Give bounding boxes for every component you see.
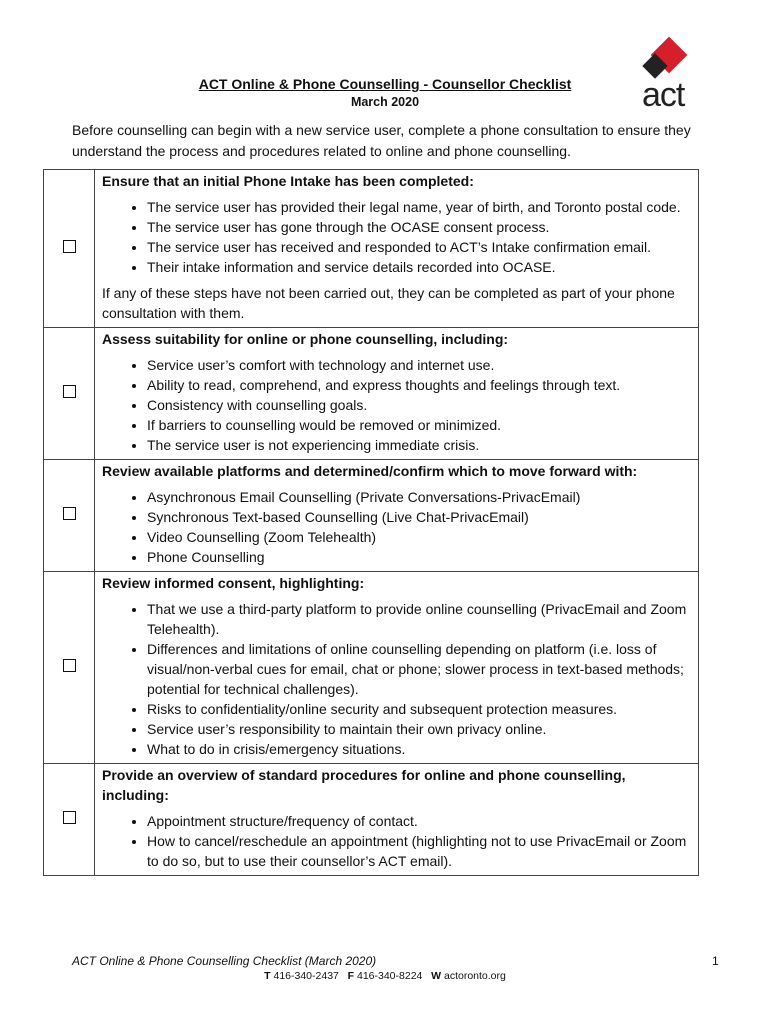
list-item: • Phone Counselling	[147, 547, 692, 567]
checklist-row	[44, 572, 699, 764]
list-item: • If barriers to counselling would be removed or minimized.	[147, 415, 692, 435]
logo-wordmark: act	[642, 76, 685, 114]
checklist-row	[44, 764, 699, 876]
list-item: • The service user has gone through the OCASE consent process.	[147, 217, 692, 237]
checklist-row	[44, 328, 699, 460]
footer-contact	[0, 970, 770, 982]
checkbox[interactable]	[63, 659, 76, 672]
checklist-row	[44, 170, 699, 328]
checkbox[interactable]	[63, 385, 76, 398]
section-heading: Provide an overview of standard procedures for online and phone counselling, including:	[102, 767, 626, 803]
list-item: • That we use a third-party platform to provide online counselling (PrivacEmail and Zoom Telehealth).	[147, 599, 692, 639]
bullet-list	[102, 355, 692, 455]
list-item: • Ability to read, comprehend, and express thoughts and feelings through text.	[147, 375, 692, 395]
phone-number: 416-340-2437	[273, 970, 339, 982]
bullet-list	[102, 487, 692, 567]
website-link[interactable]: actoronto.org	[443, 970, 506, 982]
bullet-list	[102, 599, 692, 759]
checkbox[interactable]	[63, 507, 76, 520]
checklist-content	[95, 328, 699, 460]
fax-number: 416-340-8224	[356, 970, 423, 982]
section-note: If any of these steps have not been carried out, they can be completed as part of your phone consultation with them.	[102, 285, 675, 321]
checkbox-cell	[44, 572, 95, 764]
bullet-list	[102, 197, 692, 277]
list-item: • Asynchronous Email Counselling (Private Conversations-PrivacEmail)	[147, 487, 692, 507]
checklist-content	[95, 460, 699, 572]
document-title: ACT Online & Phone Counselling - Counsellor Checklist	[198, 76, 572, 92]
list-item: • Differences and limitations of online counselling depending on platform (i.e. loss of visual/non-verbal cues for email, chat or phone; slower process in text-based methods; potential for technical challenges).	[147, 639, 692, 699]
list-item: • Synchronous Text-based Counselling (Live Chat-PrivacEmail)	[147, 507, 692, 527]
checkbox-cell	[44, 764, 95, 876]
list-item: • What to do in crisis/emergency situations.	[147, 739, 692, 759]
page-number: 1	[712, 954, 719, 968]
list-item: • Appointment structure/frequency of contact.	[147, 811, 692, 831]
list-item: • Their intake information and service details recorded into OCASE.	[147, 257, 692, 277]
intro-paragraph: Before counselling can begin with a new service user, complete a phone consultation to ensure they understand the process and procedures related to online and phone counselling.	[72, 122, 691, 159]
checklist-content	[95, 170, 699, 328]
fax-label: F	[347, 970, 355, 982]
list-item: • Service user’s responsibility to maintain their own privacy online.	[147, 719, 692, 739]
document-date: March 2020	[350, 95, 420, 109]
checkbox-cell	[44, 328, 95, 460]
list-item: • Risks to confidentiality/online security and subsequent protection measures.	[147, 699, 692, 719]
list-item: • Service user’s comfort with technology and internet use.	[147, 355, 692, 375]
bullet-list	[102, 811, 692, 871]
checklist-row	[44, 460, 699, 572]
list-item: • Video Counselling (Zoom Telehealth)	[147, 527, 692, 547]
footer-document-name: ACT Online & Phone Counselling Checklist (March 2020)	[72, 954, 377, 968]
checkbox-cell	[44, 170, 95, 328]
section-heading: Review informed consent, highlighting:	[102, 575, 365, 591]
checklist-table	[43, 169, 699, 876]
list-item: • How to cancel/reschedule an appointment (highlighting not to use PrivacEmail or Zoom to do so, but to use their counsellor’s ACT email).	[147, 831, 692, 871]
checklist-content	[95, 572, 699, 764]
list-item: • The service user has received and responded to ACT’s Intake confirmation email.	[147, 237, 692, 257]
checkbox-cell	[44, 460, 95, 572]
phone-label: T	[264, 970, 271, 982]
checkbox[interactable]	[63, 811, 76, 824]
list-item: • The service user is not experiencing immediate crisis.	[147, 435, 692, 455]
section-heading: Assess suitability for online or phone counselling, including:	[102, 331, 509, 347]
checkbox[interactable]	[63, 240, 76, 253]
section-heading: Ensure that an initial Phone Intake has been completed:	[102, 173, 474, 189]
web-label: W	[431, 970, 442, 982]
section-heading: Review available platforms and determined/confirm which to move forward with:	[102, 463, 638, 479]
checklist-content	[95, 764, 699, 876]
list-item: • The service user has provided their legal name, year of birth, and Toronto postal code.	[147, 197, 692, 217]
list-item: • Consistency with counselling goals.	[147, 395, 692, 415]
